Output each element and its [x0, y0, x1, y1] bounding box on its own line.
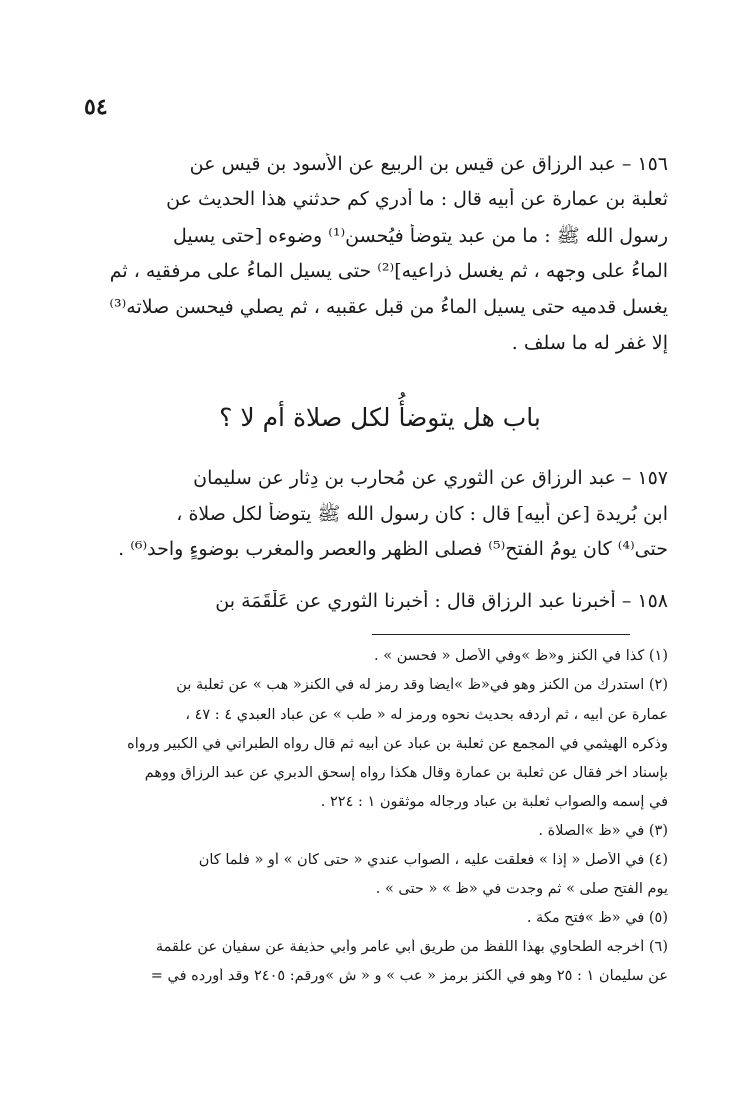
- footnote-line-7: (٣) في «ظ »الصلاة .: [538, 823, 668, 839]
- section-heading: باب هل يتوضأُ لكل صلاة أم لا ؟: [219, 403, 541, 432]
- body-line-6: إلا غفر له ما سلف .: [511, 332, 668, 354]
- body-line-5: يغسل قدميه حتى يسيل الماءُ من قبل عقبيه ، ثم يصلي فيحسن صلاته⁽³⁾: [109, 296, 668, 318]
- body-line-1: ١٥٦ – عبد الرزاق عن قيس بن الربيع عن الأسود بن قيس عن: [189, 153, 668, 175]
- footnote-line-3: عمارة عن أبيه ، ثم أردفه بحديث نحوه ورمز له « طب » عن عباد العبدي ٤ : ٤٧ ،: [185, 707, 668, 723]
- footnote-line-1: (١) كذا في الكنز و«ظ »وفي الأصل « فحسن » .: [374, 648, 668, 664]
- body-line-4: الماءُ على وجهه ، ثم يغسل ذراعيه]⁽²⁾ حتى يسيل الماءُ على مرفقيه ، ثم: [109, 260, 668, 282]
- footnote-separator: [372, 634, 630, 635]
- body-line-9: حتى⁽⁴⁾ كان يومُ الفتح⁽⁵⁾ فصلى الظهر والعصر والمغرب بوضوءٍ واحد⁽⁶⁾ .: [118, 538, 668, 560]
- footnote-line-5: بإسناد آخر فقال عن ثعلبة بن عمارة وقال هكذا رواه إسحق الدبري عن عبد الرزاق ووهم: [144, 765, 668, 781]
- footnote-line-11: (٦) أخرجه الطحاوي بهذا اللفظ من طريق أبي عامر وأبي حذيفة عن سفيان عن علقمة: [155, 939, 668, 955]
- footnote-line-9: يوم الفتح صلى » ثم وجدت في «ظ » « حتى » .: [375, 881, 668, 897]
- body-line-2: ثعلبة بن عمارة عن أبيه قال : ما أدري كم حدثني هذا الحديث عن: [166, 188, 668, 210]
- footnote-line-10: (٥) في «ظ »فتح مكة .: [526, 910, 668, 926]
- footnote-line-12: عن سليمان ١ : ٢٥ وهو في الكنز برمز « عب » و « ش »ورقم: ٢٤٠٥ وقد أورده في =: [150, 968, 668, 984]
- footnote-line-2: (٢) استدرك من الكنز وهو في«ظ »أيضاً وقد رمز له في الكنز« هب » عن ثعلبة بن: [176, 677, 668, 693]
- body-line-7: ١٥٧ – عبد الرزاق عن الثوري عن مُحارب بن دِثار عن سليمان: [193, 467, 668, 489]
- page-number: ٥٤: [84, 94, 108, 120]
- body-line-3: رسول الله ﷺ : ما من عبد يتوضأُ فيُحسن⁽¹⁾ وضوءه [حتى يسيل: [172, 225, 668, 247]
- footnote-line-8: (٤) في الأصل « إذا » فعلقت عليه ، الصواب عندي « حتى كان » أو « فلما كان: [198, 852, 668, 868]
- body-line-8: ابن بُريدة [عن أبيه] قال : كان رسول الله ﷺ يتوضأُ لكل صلاة ،: [176, 503, 668, 525]
- footnote-line-4: وذكره الهيثمي في المجمع عن ثعلبة بن عباد عن أبيه ثم قال رواه الطبراني في الكبير ورواه: [127, 736, 668, 752]
- body-line-10: ١٥٨ – أخبرنا عبد الرزاق قال : أخبرنا الثوري عن عَلْقَمَة بن: [215, 590, 668, 612]
- footnote-line-6: في إسمه والصواب ثعلبة بن عباد ورجاله موثقون ١ : ٢٢٤ .: [320, 794, 668, 810]
